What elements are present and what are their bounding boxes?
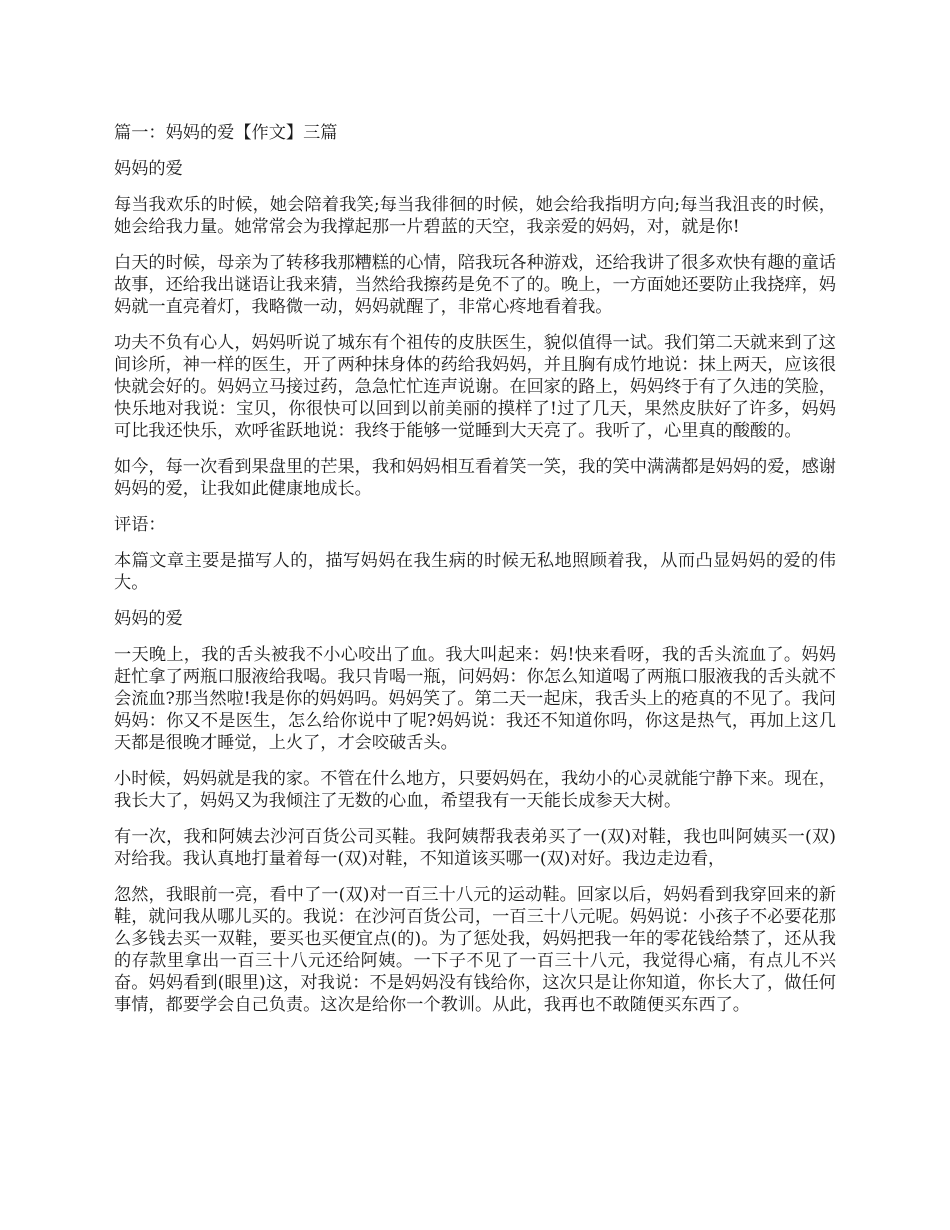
essay1-paragraph-3: 功夫不负有心人，妈妈听说了城东有个祖传的皮肤医生，貌似值得一试。我们第二天就来到了这间诊所，神一样的医生，开了两种抹身体的药给我妈妈，并且胸有成竹地说：抹上两天，应该很快就会好的。妈妈立马接过药，急急忙忙连声说谢。在回家的路上，妈妈终于有了久违的笑脸，快乐地对我说：宝贝，你很快可以回到以前美丽的摸样了!过了几天，果然皮肤好了许多，妈妈可比我还快乐，欢呼雀跃地说：我终于能够一觉睡到大天亮了。我听了，心里真的酸酸的。 bbox=[114, 333, 836, 441]
essay1-paragraph-2: 白天的时候，母亲为了转移我那糟糕的心情，陪我玩各种游戏，还给我讲了很多欢快有趣的童话故事，还给我出谜语让我来猜，当然给我擦药是免不了的。晚上，一方面她还要防止我挠痒，妈妈就一直亮着灯，我略微一动，妈妈就醒了，非常心疼地看着我。 bbox=[114, 253, 836, 317]
comment-text: 本篇文章主要是描写人的，描写妈妈在我生病的时候无私地照顾着我，从而凸显妈妈的爱的伟大。 bbox=[114, 551, 836, 593]
essay2-subtitle: 妈妈的爱 bbox=[114, 609, 183, 629]
document-title: 篇一：妈妈的爱【作文】三篇 bbox=[114, 123, 338, 143]
essay1-paragraph-4: 如今，每一次看到果盘里的芒果，我和妈妈相互看着笑一笑，我的笑中满满都是妈妈的爱，感谢妈妈的爱，让我如此健康地成长。 bbox=[114, 457, 836, 499]
essay2-paragraph-2: 小时候，妈妈就是我的家。不管在什么地方，只要妈妈在，我幼小的心灵就能宁静下来。现在，我长大了，妈妈又为我倾注了无数的心血，希望我有一天能长成参天大树。 bbox=[114, 769, 836, 811]
essay1-subtitle: 妈妈的爱 bbox=[114, 159, 183, 179]
document-page bbox=[114, 122, 836, 1030]
comment-label: 评语： bbox=[114, 515, 166, 535]
essay2-paragraph-3: 有一次，我和阿姨去沙河百货公司买鞋。我阿姨帮我表弟买了一(双)对鞋，我也叫阿姨买一(双)对给我。我认真地打量着每一(双)对鞋，不知道该买哪一(双)对好。我边走边看， bbox=[114, 827, 836, 869]
essay1-paragraph-1: 每当我欢乐的时候，她会陪着我笑;每当我徘徊的时候，她会给我指明方向;每当我沮丧的时候，她会给我力量。她常常会为我撑起那一片碧蓝的天空，我亲爱的妈妈，对，就是你! bbox=[114, 195, 836, 237]
essay2-paragraph-1: 一天晚上，我的舌头被我不小心咬出了血。我大叫起来：妈!快来看呀，我的舌头流血了。妈妈赶忙拿了两瓶口服液给我喝。我只肯喝一瓶，问妈妈：你怎么知道喝了两瓶口服液我的舌头就不会流血?那当然啦!我是你的妈妈吗。妈妈笑了。第二天一起床，我舌头上的疮真的不见了。我问妈妈：你又不是医生，怎么给你说中了呢?妈妈说：我还不知道你吗，你这是热气，再加上这几天都是很晚才睡觉，上火了，才会咬破舌头。 bbox=[114, 645, 836, 753]
essay2-paragraph-4: 忽然，我眼前一亮，看中了一(双)对一百三十八元的运动鞋。回家以后，妈妈看到我穿回来的新鞋，就问我从哪儿买的。我说：在沙河百货公司，一百三十八元呢。妈妈说：小孩子不必要花那么多钱去买一双鞋，要买也买便宜点(的)。为了惩处我，妈妈把我一年的零花钱给禁了，还从我的存款里拿出一百三十八元还给阿姨。一下子不见了一百三十八元，我觉得心痛，有点儿不兴奋。妈妈看到(眼里)这，对我说：不是妈妈没有钱给你，这次只是让你知道，你长大了，做任何事情，都要学会自己负责。这次是给你一个教训。从此，我再也不敢随便买东西了。 bbox=[114, 885, 836, 1015]
